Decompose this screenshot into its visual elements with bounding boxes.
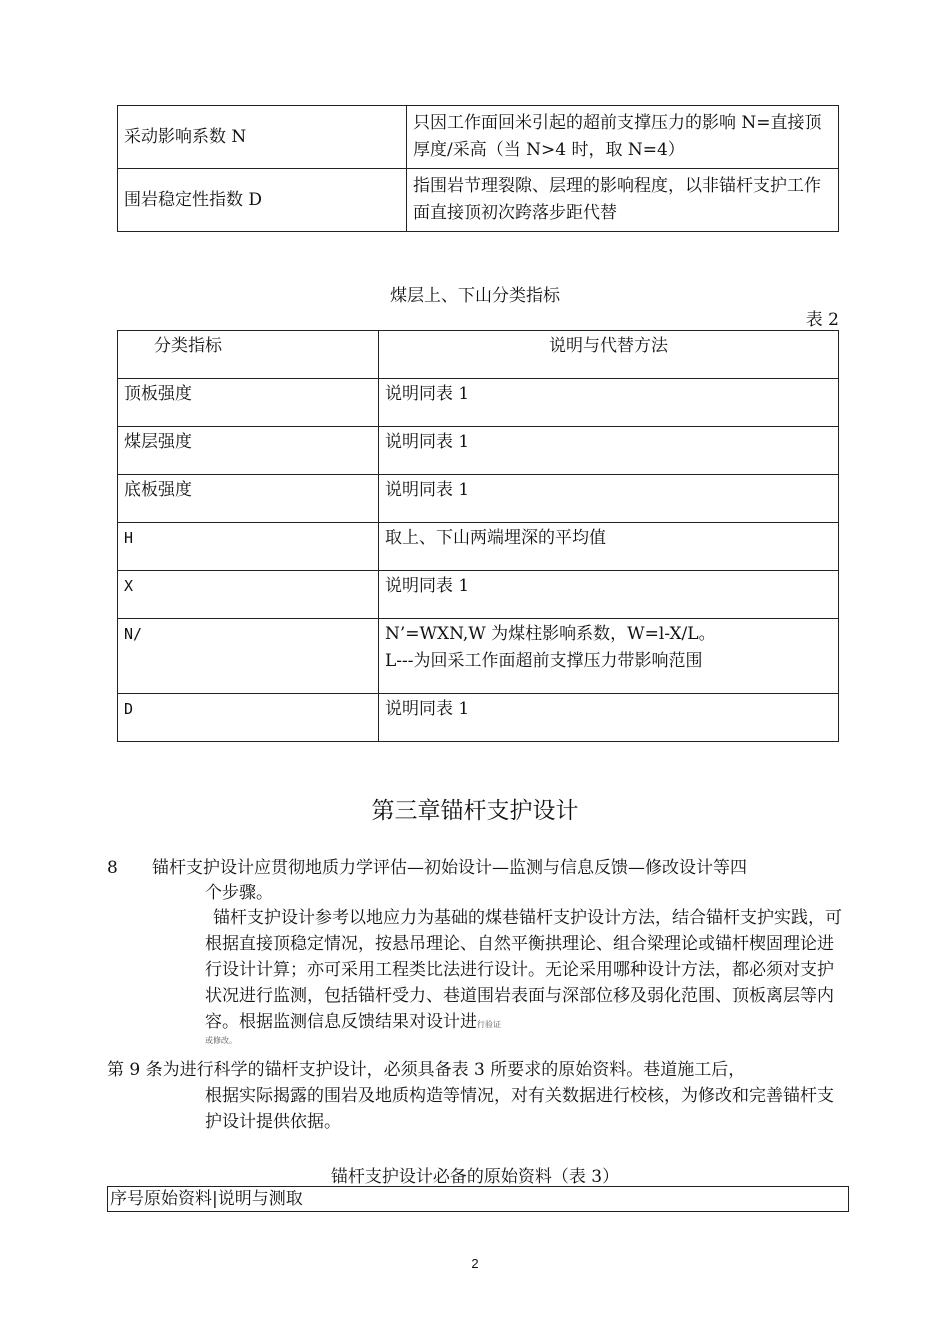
classification-table [117,330,839,742]
paragraph [205,905,850,1038]
table-row [118,694,839,742]
table-row [118,169,839,232]
paragraph-text: 锚杆支护设计参考以地应力为基础的煤巷锚杆支护设计方法，结合锚杆支护实践，可根据直接顶稳定情况，按悬吊理论、自然平衡拱理论、组合梁理论或锚杆楔固理论进行设计计算；亦可采用工程类比法进行设计。无论采用哪种设计方法，都必须对支护状况进行监测，包括锚杆受力、巷道围岩表面与深部位移及弱化范围、顶板离层等内容。根据监测信息反馈结果对设计进 [205,908,842,1032]
paragraph-line: 锚杆支护设计应贯彻地质力学评估—初始设计—监测与信息反馈—修改设计等四 [152,858,747,878]
cell-line: L---为回采工作面超前支撑压力带影响范围 [385,651,703,671]
coefficient-table [117,105,839,232]
column-header: 分类指标 [118,331,379,379]
table-cell: 指围岩节理裂隙、层理的影响程度，以非锚杆支护工作面直接顶初次跨落步距代替 [407,169,839,232]
table-cell: H [118,523,379,571]
small-text: 行验证 [477,1020,501,1029]
table-header-row [108,1187,849,1212]
table-cell: 底板强度 [118,475,379,523]
table-cell [379,619,839,694]
table-row [118,619,839,694]
table-cell: 说明同表 1 [379,379,839,427]
table-cell: 围岩稳定性指数 D [118,169,407,232]
table-row [118,106,839,169]
table-cell: 说明同表 1 [379,694,839,742]
table-caption: 锚杆支护设计必备的原始资料（表 3） [330,1167,620,1187]
paragraph-line: 第 9 条为进行科学的锚杆支护设计，必须具备表 3 所要求的原始资料。巷道施工后， [107,1060,746,1080]
column-header: 说明与代替方法 [379,331,839,379]
table-cell: X [118,571,379,619]
table-row [118,379,839,427]
table-cell: 顶板强度 [118,379,379,427]
page-number: 2 [471,1256,479,1271]
table-cell: 说明同表 1 [379,427,839,475]
section-number: 8 [107,858,118,878]
paragraph: 根据实际揭露的围岩及地质构造等情况，对有关数据进行校核，为修改和完善锚杆支护设计提供依据。 [205,1086,834,1132]
column-header: 序号原始资料|说明与测取 [108,1187,849,1212]
paragraph-line: 个步骤。 [205,883,273,903]
table-caption: 煤层上、下山分类指标 [390,286,560,306]
table-label: 表 2 [805,310,839,330]
table-cell: 只因工作面回米引起的超前支撑压力的影响 N=直接顶厚度/采高（当 N>4 时，取 N=4） [407,106,839,169]
table-cell: N/ [118,619,379,694]
table-row [118,427,839,475]
table-cell: 采动影响系数 N [118,106,407,169]
table-cell: 煤层强度 [118,427,379,475]
small-text: 或修改。 [205,1036,237,1045]
table-row [118,523,839,571]
table-cell: 取上、下山两端埋深的平均值 [379,523,839,571]
table-cell: D [118,694,379,742]
raw-data-table [107,1186,849,1212]
chapter-title: 第三章锚杆支护设计 [371,798,579,824]
table-row [118,571,839,619]
table-cell: 说明同表 1 [379,571,839,619]
table-header-row [118,331,839,379]
table-row [118,475,839,523]
table-cell: 说明同表 1 [379,475,839,523]
cell-line: N’=WXN,W 为煤柱影响系数，W=l-X/L。 [385,624,716,644]
